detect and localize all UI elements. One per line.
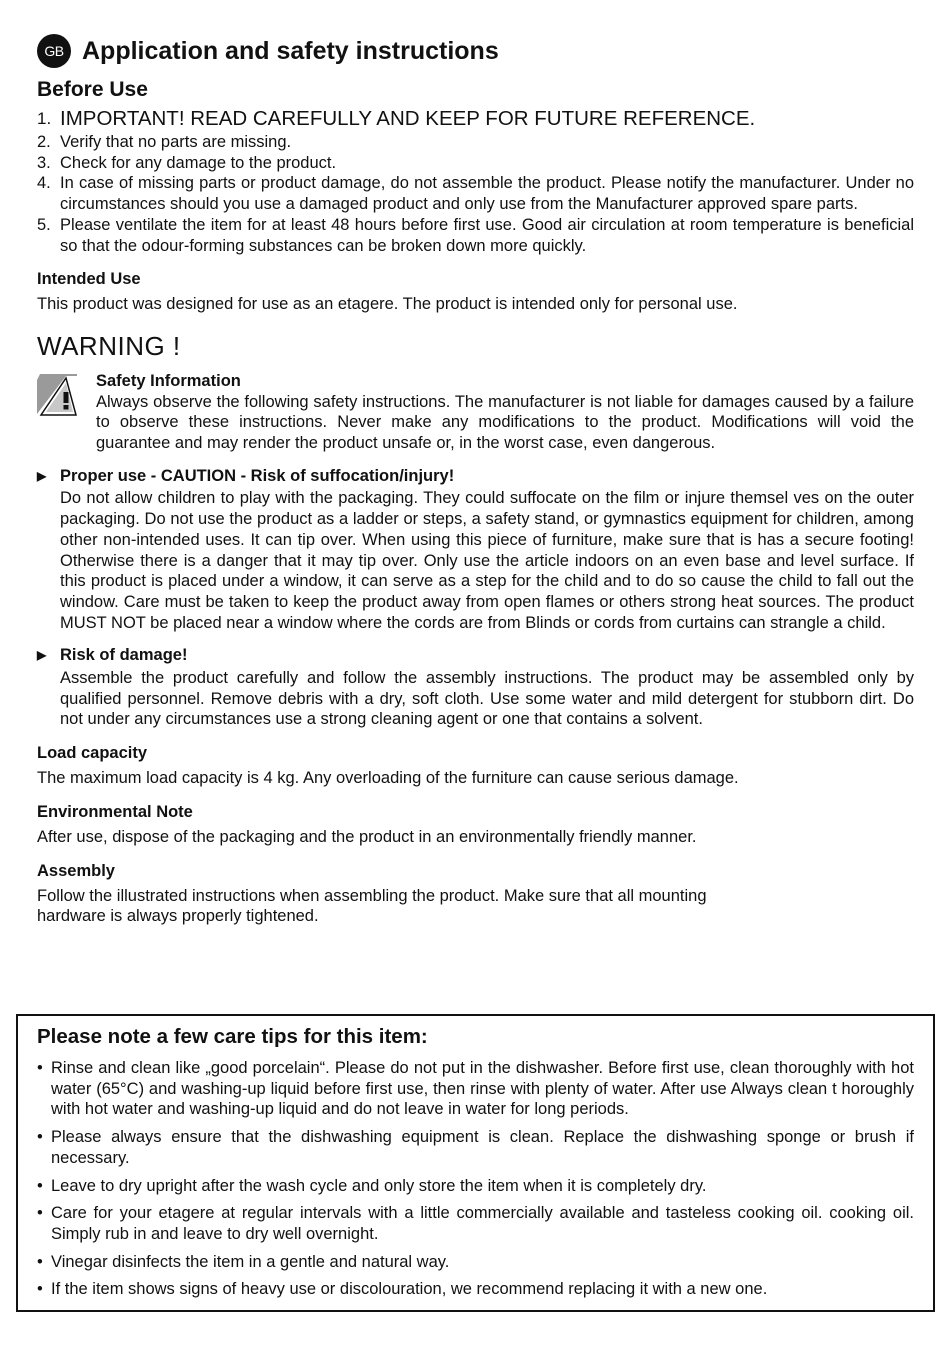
list-item bbox=[37, 105, 914, 132]
language-badge: GB bbox=[37, 34, 71, 68]
care-tip-text: Leave to dry upright after the wash cycle and only store the item when it is completely dry. bbox=[51, 1176, 707, 1195]
safety-information bbox=[37, 371, 914, 454]
assembly-text-line1: Follow the illustrated instructions when assembling the product. Make sure that all mounting bbox=[37, 886, 707, 905]
warning-title: WARNING ! bbox=[37, 330, 181, 361]
list-item bbox=[37, 173, 914, 214]
list-item bbox=[37, 132, 914, 153]
environmental-heading: Environmental Note bbox=[37, 802, 193, 821]
item-number: 4. bbox=[37, 174, 51, 193]
triangle-right-icon: ▶ bbox=[37, 468, 47, 483]
before-use-heading: Before Use bbox=[37, 78, 148, 101]
bullet: • bbox=[37, 1176, 43, 1195]
environmental-text: After use, dispose of the packaging and the product in an environmentally friendly manner. bbox=[37, 827, 697, 846]
warning-triangle-icon bbox=[37, 371, 96, 454]
bullet: • bbox=[37, 1280, 43, 1299]
list-item bbox=[37, 1176, 914, 1197]
intended-use-text: This product was designed for use as an etagere. The product is intended only for personal use. bbox=[37, 295, 738, 314]
assembly-text-line2: hardware is always properly tightened. bbox=[37, 907, 319, 926]
title-row bbox=[37, 34, 914, 68]
care-tip-text: Care for your etagere at regular intervals with a little commercially available and tasteless cooking oil. cooking oil. Simply rub in and leave to dry well overnight. bbox=[51, 1204, 914, 1243]
list-item bbox=[37, 1058, 914, 1120]
care-tip-text: Rinse and clean like „good porcelain“. Please do not put in the dishwasher. Before first use, clean thoroughly with hot water (65°C) and washing-up liquid before first use, then rinse with plenty of water. After use Always clean t horoughly with hot water and washing-up liquid and do not leave in water for long periods. bbox=[51, 1059, 914, 1119]
list-item bbox=[37, 1203, 914, 1244]
care-tip-text: Please always ensure that the dishwashing equipment is clean. Replace the dishwashing sponge or brush if necessary. bbox=[51, 1128, 914, 1167]
load-capacity-text: The maximum load capacity is 4 kg. Any overloading of the furniture can cause serious damage. bbox=[37, 769, 739, 788]
list-item bbox=[37, 1127, 914, 1168]
item-number: 3. bbox=[37, 153, 51, 172]
item-number: 5. bbox=[37, 215, 51, 234]
page-title: Application and safety instructions bbox=[82, 36, 499, 65]
risk-damage-heading-row bbox=[37, 645, 914, 666]
care-tips-list bbox=[37, 1058, 914, 1300]
proper-use-text: Do not allow children to play with the packaging. They could suffocate on the film or injure themsel ves on the outer packaging. Do not use the product as a ladder or steps, a safety stand, or gymnastics equipment for children, among other non-intended uses. It can tip over. When using this piece of furniture, make sure that is has a secure footing! Otherwise there is a danger that it may tip over. Only use the article indoors on an even base and level surface. If this product is placed under a window, it can serve as a step for the child and to do so cause the child to fall out the window. Care must be taken to keep the product away from open flames or others strong heat sources. The product MUST NOT be placed near a window where the cords are from Blinds or cords from curtains can strangle a child. bbox=[60, 489, 914, 632]
list-item bbox=[37, 1252, 914, 1273]
item-text: Please ventilate the item for at least 48 hours before first use. Good air circulation at room temperature is beneficial so that the odour-forming substances can be broken down more quickly. bbox=[60, 215, 914, 255]
proper-use-heading-row bbox=[37, 466, 914, 487]
care-tips-title: Please note a few care tips for this item: bbox=[37, 1025, 428, 1048]
list-item bbox=[37, 215, 914, 256]
care-tip-text: If the item shows signs of heavy use or discolouration, we recommend replacing it with a new one. bbox=[51, 1280, 768, 1299]
before-use-list bbox=[37, 105, 914, 256]
item-number: 2. bbox=[37, 133, 51, 151]
item-number: 1. bbox=[37, 109, 52, 128]
load-capacity-heading: Load capacity bbox=[37, 744, 148, 763]
item-text: Verify that no parts are missing. bbox=[60, 133, 292, 151]
care-tips-box bbox=[16, 1014, 935, 1312]
document-page bbox=[37, 34, 914, 927]
item-text: Check for any damage to the product. bbox=[60, 153, 337, 172]
bullet: • bbox=[37, 1128, 43, 1147]
safety-text: Always observe the following safety instructions. The manufacturer is not liable for damages caused by a failure to observe these instructions. Never make any modifications to the product. Modifications will void the guarantee and may render the product unsafe or, in the worst case, even dangerous. bbox=[96, 392, 914, 453]
item-text: IMPORTANT! READ CAREFULLY AND KEEP FOR FUTURE REFERENCE. bbox=[60, 107, 756, 130]
risk-damage-text: Assemble the product carefully and follow the assembly instructions. The product may be assembled only by qualified personnel. Remove debris with a dry, soft cloth. Use some water and mild detergent for stubborn dirt. Do not under any circumstances use a strong cleaning agent or one that contains a solvent. bbox=[60, 669, 914, 729]
care-tip-text: Vinegar disinfects the item in a gentle and natural way. bbox=[51, 1252, 450, 1271]
proper-use-heading: Proper use - CAUTION - Risk of suffocation/injury! bbox=[60, 466, 455, 485]
list-item bbox=[37, 1279, 914, 1300]
bullet: • bbox=[37, 1252, 43, 1271]
safety-heading: Safety Information bbox=[96, 371, 241, 390]
safety-body bbox=[96, 371, 914, 454]
assembly-heading: Assembly bbox=[37, 861, 115, 880]
bullet: • bbox=[37, 1059, 43, 1077]
risk-damage-heading: Risk of damage! bbox=[60, 646, 188, 665]
triangle-right-icon: ▶ bbox=[37, 648, 47, 663]
list-item bbox=[37, 153, 914, 174]
bullet: • bbox=[37, 1204, 43, 1223]
intended-use-heading: Intended Use bbox=[37, 270, 141, 289]
item-text: In case of missing parts or product damage, do not assemble the product. Please notify the manufacturer. Under no circumstances should you use a damaged product and only use from the Manufacturer approved spare parts. bbox=[60, 174, 914, 214]
